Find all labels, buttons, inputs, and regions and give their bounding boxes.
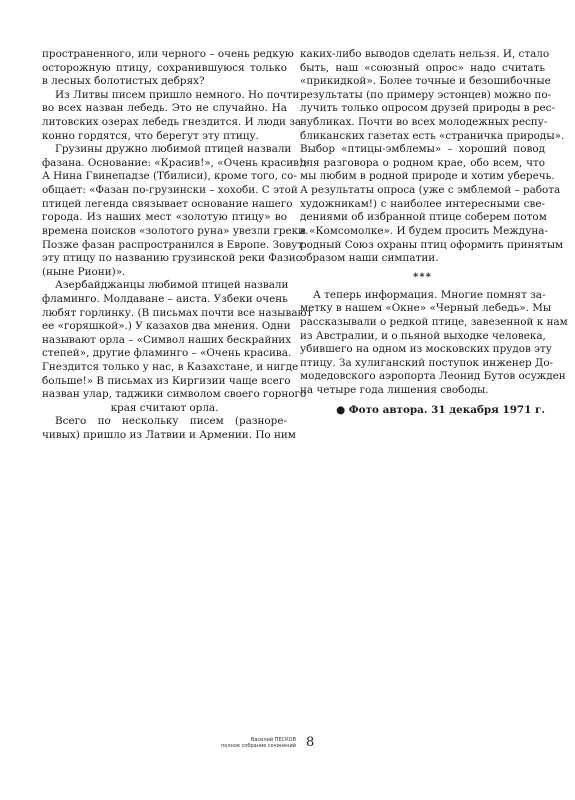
text-line: называют орла – «Символ наших бескрайних xyxy=(42,333,292,346)
text-line: фазана. Основание: «Красив!», «Очень красив!» xyxy=(42,156,310,169)
text-line: быть, наш «союзный опрос» надо считать xyxy=(300,61,545,74)
text-line: пространенного, или черного – очень редкую xyxy=(42,48,294,60)
text-line: назван улар, таджики символом своего горного xyxy=(42,388,307,401)
footer-collection: полное собрание сочинений xyxy=(221,742,296,749)
text-line: на четыре года лишения свободы. xyxy=(300,384,489,397)
text-line: родный Союз охраны птиц оформить принятым xyxy=(300,238,564,251)
text-line: Позже фазан распространился в Европе. Зовут xyxy=(42,238,304,251)
text-line: в «Комсомолке». И будем просить Междуна- xyxy=(300,224,548,237)
text-line: в лесных болотистых дебрях? xyxy=(42,75,205,88)
left-column xyxy=(42,48,313,443)
text-line: Азербайджанцы любимой птицей назвали xyxy=(55,279,289,292)
text-line: Из Литвы писем пришло немного. Но почти xyxy=(55,88,300,101)
text-line: убившего на одном из московских прудов эту xyxy=(300,343,552,356)
text-line: края считают орла. xyxy=(110,401,219,414)
text-line: любят горлинку. (В письмах почти все называют xyxy=(42,306,313,319)
text-line: осторожную птицу, сохранившуюся только xyxy=(42,61,287,74)
text-line: А теперь информация. Многие помнят за- xyxy=(313,288,546,301)
text-line: модедовского аэропорта Леонид Бутов осужден xyxy=(300,370,566,383)
page-footer xyxy=(218,735,314,750)
text-line: Всего по нескольку писем (разноре- xyxy=(55,415,287,428)
text-line: лучить только опросом друзей природы в рес- xyxy=(300,102,555,115)
text-line: фламинго. Молдаване – аиста. Узбеки очень xyxy=(42,292,288,305)
text-line: литовских озерах лебедь гнездится. И люди за- xyxy=(42,116,305,129)
text-line: каких-либо выводов сделать нельзя. И, стало xyxy=(300,48,550,60)
text-line: результаты (по примеру эстонцев) можно по- xyxy=(300,88,552,101)
text-line: Гнездится только у нас, в Казахстане, и нигде xyxy=(42,361,299,374)
text-line: художникам!) с наиболее интересными све- xyxy=(300,197,545,210)
footer-credit xyxy=(218,737,296,749)
text-line: птицу. За хулиганский поступок инженер До- xyxy=(300,356,554,369)
text-line: чивых) пришло из Латвии и Армении. По ним xyxy=(42,429,296,442)
text-line: публиках. Почти во всех молодежных респу- xyxy=(300,116,548,129)
text-line: больше!» В письмах из Киргизии чаще всего xyxy=(42,374,291,387)
right-column xyxy=(300,48,568,416)
text-line: во всех назван лебедь. Это не случайно. На xyxy=(42,102,287,115)
text-line: А Нина Гвинепадзе (Тбилиси), кроме того, со- xyxy=(42,170,297,183)
text-line: дениями об избранной птице соберем потом xyxy=(300,211,547,224)
text-line: мы любим в родной природе и хотим уберечь. xyxy=(300,170,555,183)
text-line: бликанских газетах есть «страничка природы». xyxy=(300,129,565,142)
text-line: рассказывали о редкой птице, завезенной к нам xyxy=(300,315,568,328)
text-line: Грузины дружно любимой птицей назвали xyxy=(55,143,292,156)
page-number: 8 xyxy=(306,735,315,750)
text-line: эту птицу по названию грузинской реки Фазис xyxy=(42,252,302,265)
text-line: ее «горяшкой».) У казахов два мнения. Одни xyxy=(42,320,291,333)
text-line: «прикидкой». Более точные и безошибочные xyxy=(300,75,551,88)
text-line: конно гордятся, что берегут эту птицу. xyxy=(42,129,259,142)
text-line: Выбор «птицы-эмблемы» – хороший повод xyxy=(300,143,545,156)
text-line: для разговора о родном крае, обо всем, что xyxy=(300,156,545,169)
text-line: (ныне Риони)». xyxy=(42,265,126,278)
text-line: времена поисков «золотого руна» увезли греки. xyxy=(42,224,309,237)
photo-credit: ● Фото автора. 31 декабря 1971 г. xyxy=(336,403,545,416)
text-line: птицей легенда связывает основание нашего xyxy=(42,197,293,210)
text-line: А результаты опроса (уже с эмблемой – работа xyxy=(300,184,561,197)
text-line: из Австралии, и о пьяной выходке человека, xyxy=(300,329,546,342)
footer-author: Василий ПЕСКОВ xyxy=(250,736,296,743)
section-separator: *** xyxy=(413,271,432,283)
text-line: метку в нашем «Окне» «Черный лебедь». Мы xyxy=(300,302,552,315)
text-line: города. Из наших мест «золотую птицу» во xyxy=(42,211,287,224)
text-line: общает: «Фазан по-грузински – хохоби. С этой xyxy=(42,184,298,197)
text-line: образом наши симпатии. xyxy=(300,252,439,265)
text-line: степей», другие фламинго – «Очень красива. xyxy=(42,347,292,360)
